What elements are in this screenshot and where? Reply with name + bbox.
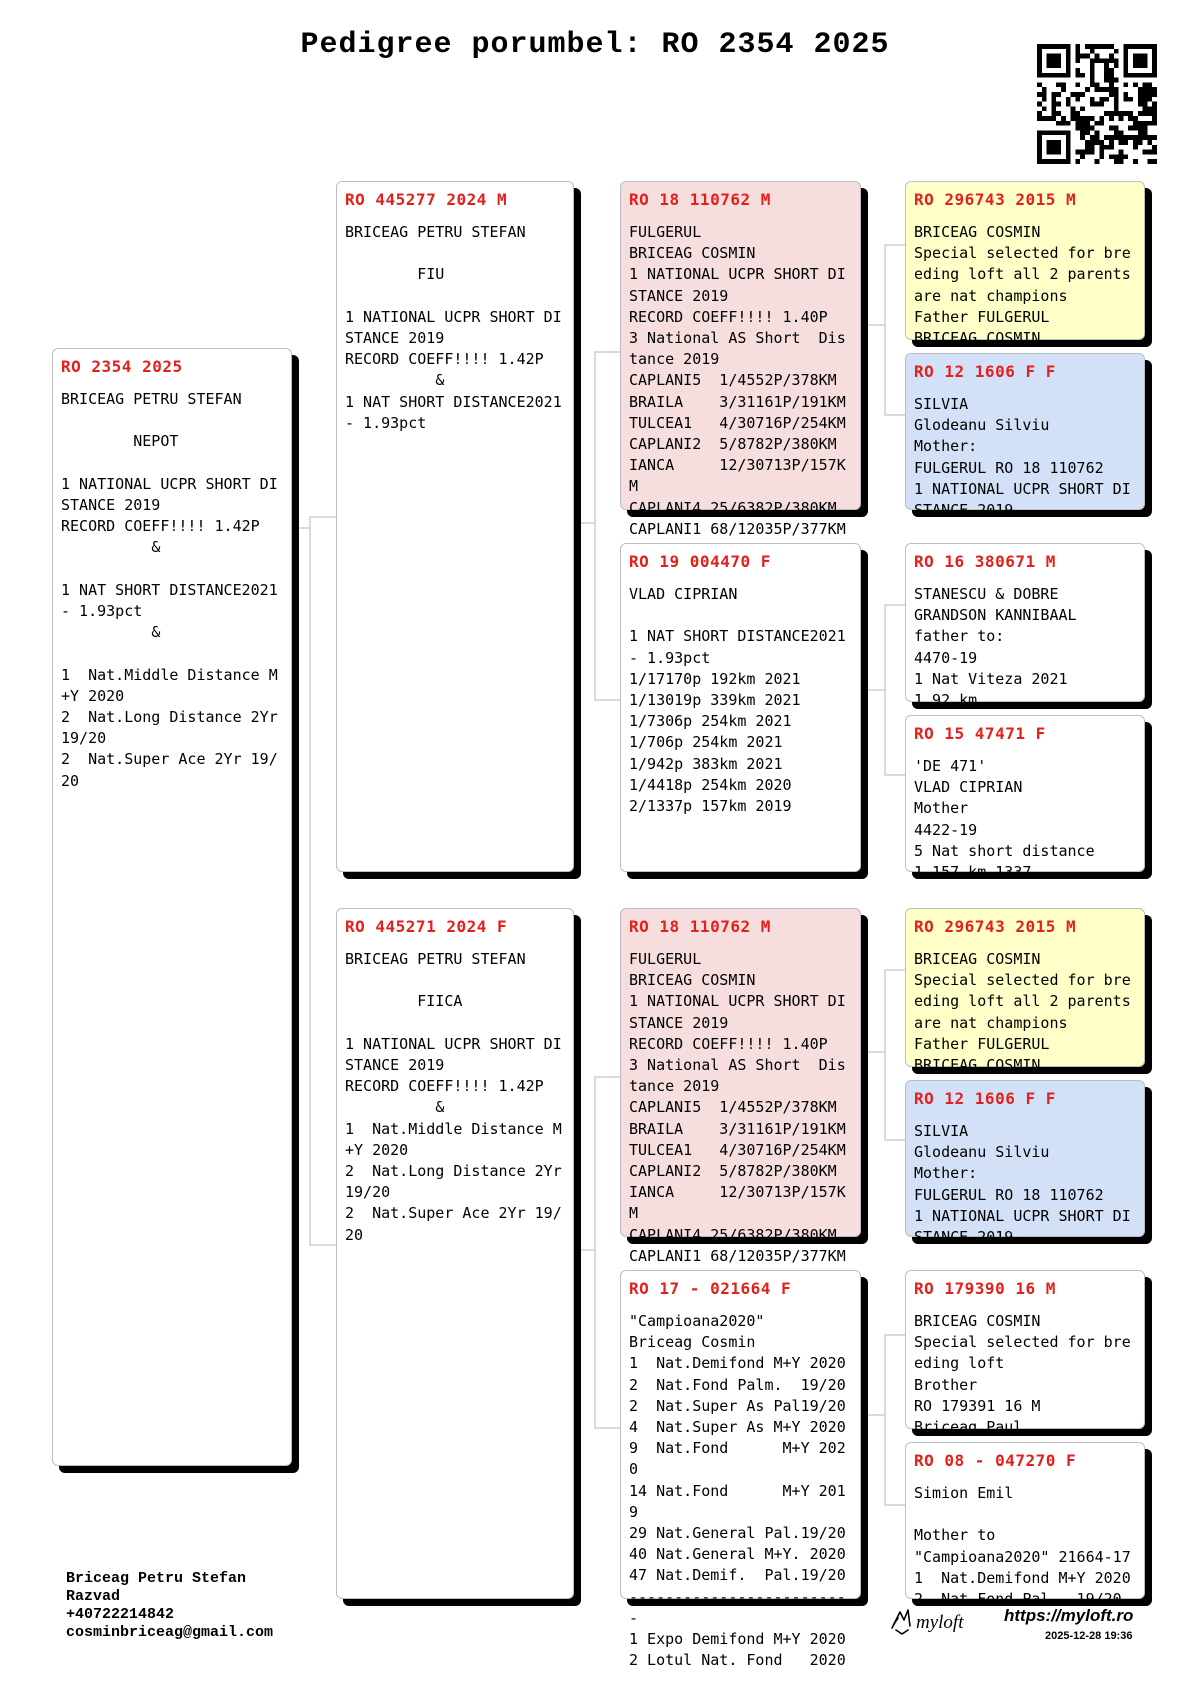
myloft-logo-icon xyxy=(888,1604,988,1640)
pigeon-card-sire[interactable] xyxy=(336,181,574,872)
pigeon-notes: BRICEAG PETRU STEFAN NEPOT 1 NATIONAL UCPR SHORT DISTANCE 2019 RECORD COEFF!!!! 1.42P & 1 NAT SHORT DISTANCE2021 - 1.93pct & 1 Nat.Middle Distance M+Y 2020 2 Nat.Long Distance 2Yr 19/20 2 Nat.Super Ace 2Yr 19/20 xyxy=(61,390,278,790)
owner-location: Razvad xyxy=(66,1588,121,1605)
svg-text:myloft: myloft xyxy=(916,1612,964,1633)
ring-number: RO 12 1606 F F xyxy=(914,1089,1056,1108)
pigeon-notes: BRICEAG COSMIN Special selected for breeding loft Brother RO 179391 16 M Briceag Paul xyxy=(914,1312,1131,1437)
ring-number: RO 19 004470 F xyxy=(629,552,771,571)
pigeon-notes: SILVIA Glodeanu Silviu Mother: FULGERUL RO 18 110762 1 NATIONAL UCPR SHORT DISTANCE 2019 xyxy=(914,1122,1131,1247)
pigeon-card-dam-sire[interactable] xyxy=(620,908,861,1265)
ring-number: RO 296743 2015 M xyxy=(914,917,1077,936)
pigeon-card-ggs4[interactable] xyxy=(905,1270,1145,1437)
ring-number: RO 2354 2025 xyxy=(61,357,183,376)
ring-number: RO 08 - 047270 F xyxy=(914,1451,1077,1470)
owner-phone: +40722214842 xyxy=(66,1606,175,1623)
pigeon-notes: Simion Emil Mother to "Campioana2020" 21664-17 1 Nat.Demifond M+Y 2020 2 Nat.Fond Pal. 19/20 xyxy=(914,1484,1131,1609)
pigeon-card-ggd2[interactable] xyxy=(905,715,1145,882)
owner-name: Briceag Petru Stefan xyxy=(66,1570,247,1587)
pigeon-card-sire-sire[interactable] xyxy=(620,181,861,538)
pigeon-card-subject[interactable] xyxy=(52,348,292,1466)
pigeon-card-dam[interactable] xyxy=(336,908,574,1599)
print-timestamp: 2025-12-28 19:36 xyxy=(1045,1630,1133,1642)
ring-number: RO 12 1606 F F xyxy=(914,362,1056,381)
pigeon-card-ggd4[interactable] xyxy=(905,1442,1145,1609)
ring-number: RO 445271 2024 F xyxy=(345,917,508,936)
pigeon-notes: VLAD CIPRIAN 1 NAT SHORT DISTANCE2021 - 1.93pct 1/17170p 192km 2021 1/13019p 339km 2021 1/7306p 254km 2021 1/706p 254km 2021 1/942p 383km 2021 1/4418p 254km 2020 2/1337p 157km 2019 xyxy=(629,585,846,816)
pigeon-notes: FULGERUL BRICEAG COSMIN 1 NATIONAL UCPR SHORT DISTANCE 2019 RECORD COEFF!!!! 1.40P 3 National AS Short Distance 2019 CAPLANI5 1/4552P/378KM BRAILA 3/31161P/191KM TULCEA1 4/30716P/254KM CAPLANI2 5/8782P/380KM IANCA 12/30713P/157KM CAPLANI4 25/6382P/380KM CAPLANI1 68/12035P/377KM xyxy=(629,223,846,538)
owner-info xyxy=(66,1570,273,1642)
pigeon-card-ggs2[interactable] xyxy=(905,543,1145,710)
ring-number: RO 16 380671 M xyxy=(914,552,1056,571)
pigeon-card-ggs3[interactable] xyxy=(905,908,1145,1075)
pigeon-card-ggd1[interactable] xyxy=(905,353,1145,520)
pigeon-notes: 'DE 471' VLAD CIPRIAN Mother 4422-19 5 Nat short distance 1 157 km 1337 xyxy=(914,757,1095,882)
site-link[interactable]: https://myloft.ro xyxy=(1004,1606,1134,1625)
pigeon-notes: SILVIA Glodeanu Silviu Mother: FULGERUL RO 18 110762 1 NATIONAL UCPR SHORT DISTANCE 2019 xyxy=(914,395,1131,520)
pigeon-notes: BRICEAG PETRU STEFAN FIU 1 NATIONAL UCPR SHORT DISTANCE 2019 RECORD COEFF!!!! 1.42P & 1 NAT SHORT DISTANCE2021 - 1.93pct xyxy=(345,223,562,432)
pigeon-card-sire-dam[interactable] xyxy=(620,543,861,872)
pigeon-notes: BRICEAG COSMIN Special selected for breeding loft all 2 parents are nat champions Father FULGERUL BRICEAG COSMIN xyxy=(914,223,1131,348)
pigeon-notes: BRICEAG COSMIN Special selected for breeding loft all 2 parents are nat champions Father FULGERUL BRICEAG COSMIN xyxy=(914,950,1131,1075)
ring-number: RO 18 110762 M xyxy=(629,917,771,936)
ring-number: RO 445277 2024 M xyxy=(345,190,508,209)
pigeon-card-dam-dam[interactable] xyxy=(620,1270,861,1670)
pigeon-notes: BRICEAG PETRU STEFAN FIICA 1 NATIONAL UCPR SHORT DISTANCE 2019 RECORD COEFF!!!! 1.42P & 1 Nat.Middle Distance M+Y 2020 2 Nat.Long Distance 2Yr 19/20 2 Nat.Super Ace 2Yr 19/20 xyxy=(345,950,562,1244)
owner-email: cosminbriceag@gmail.com xyxy=(66,1624,274,1641)
ring-number: RO 296743 2015 M xyxy=(914,190,1077,209)
pigeon-card-ggd3[interactable] xyxy=(905,1080,1145,1247)
ring-number: RO 17 - 021664 F xyxy=(629,1279,792,1298)
pigeon-card-ggs1[interactable] xyxy=(905,181,1145,348)
ring-number: RO 15 47471 F xyxy=(914,724,1046,743)
pigeon-notes: FULGERUL BRICEAG COSMIN 1 NATIONAL UCPR SHORT DISTANCE 2019 RECORD COEFF!!!! 1.40P 3 National AS Short Distance 2019 CAPLANI5 1/4552P/378KM BRAILA 3/31161P/191KM TULCEA1 4/30716P/254KM CAPLANI2 5/8782P/380KM IANCA 12/30713P/157KM CAPLANI4 25/6382P/380KM CAPLANI1 68/12035P/377KM xyxy=(629,950,846,1265)
ring-number: RO 179390 16 M xyxy=(914,1279,1056,1298)
ring-number: RO 18 110762 M xyxy=(629,190,771,209)
pigeon-notes: STANESCU & DOBRE GRANDSON KANNIBAAL father to: 4470-19 1 Nat Viteza 2021 1 92 km xyxy=(914,585,1077,710)
page-title: Pedigree porumbel: RO 2354 2025 xyxy=(300,28,890,62)
pigeon-notes: "Campioana2020" Briceag Cosmin 1 Nat.Demifond M+Y 2020 2 Nat.Fond Palm. 19/20 2 Nat.Super As Pal19/20 4 Nat.Super As M+Y 2020 9 Nat.Fond M+Y 2020 14 Nat.Fond M+Y 2019 29 Nat.General Pal.19/20 40 Nat.General M+Y. 2020 47 Nat.Demif. Pal.19/20 ------------------------- 1 Expo Demifond M+Y 2020 2 Lotul Nat. Fond 2020 xyxy=(629,1312,846,1670)
